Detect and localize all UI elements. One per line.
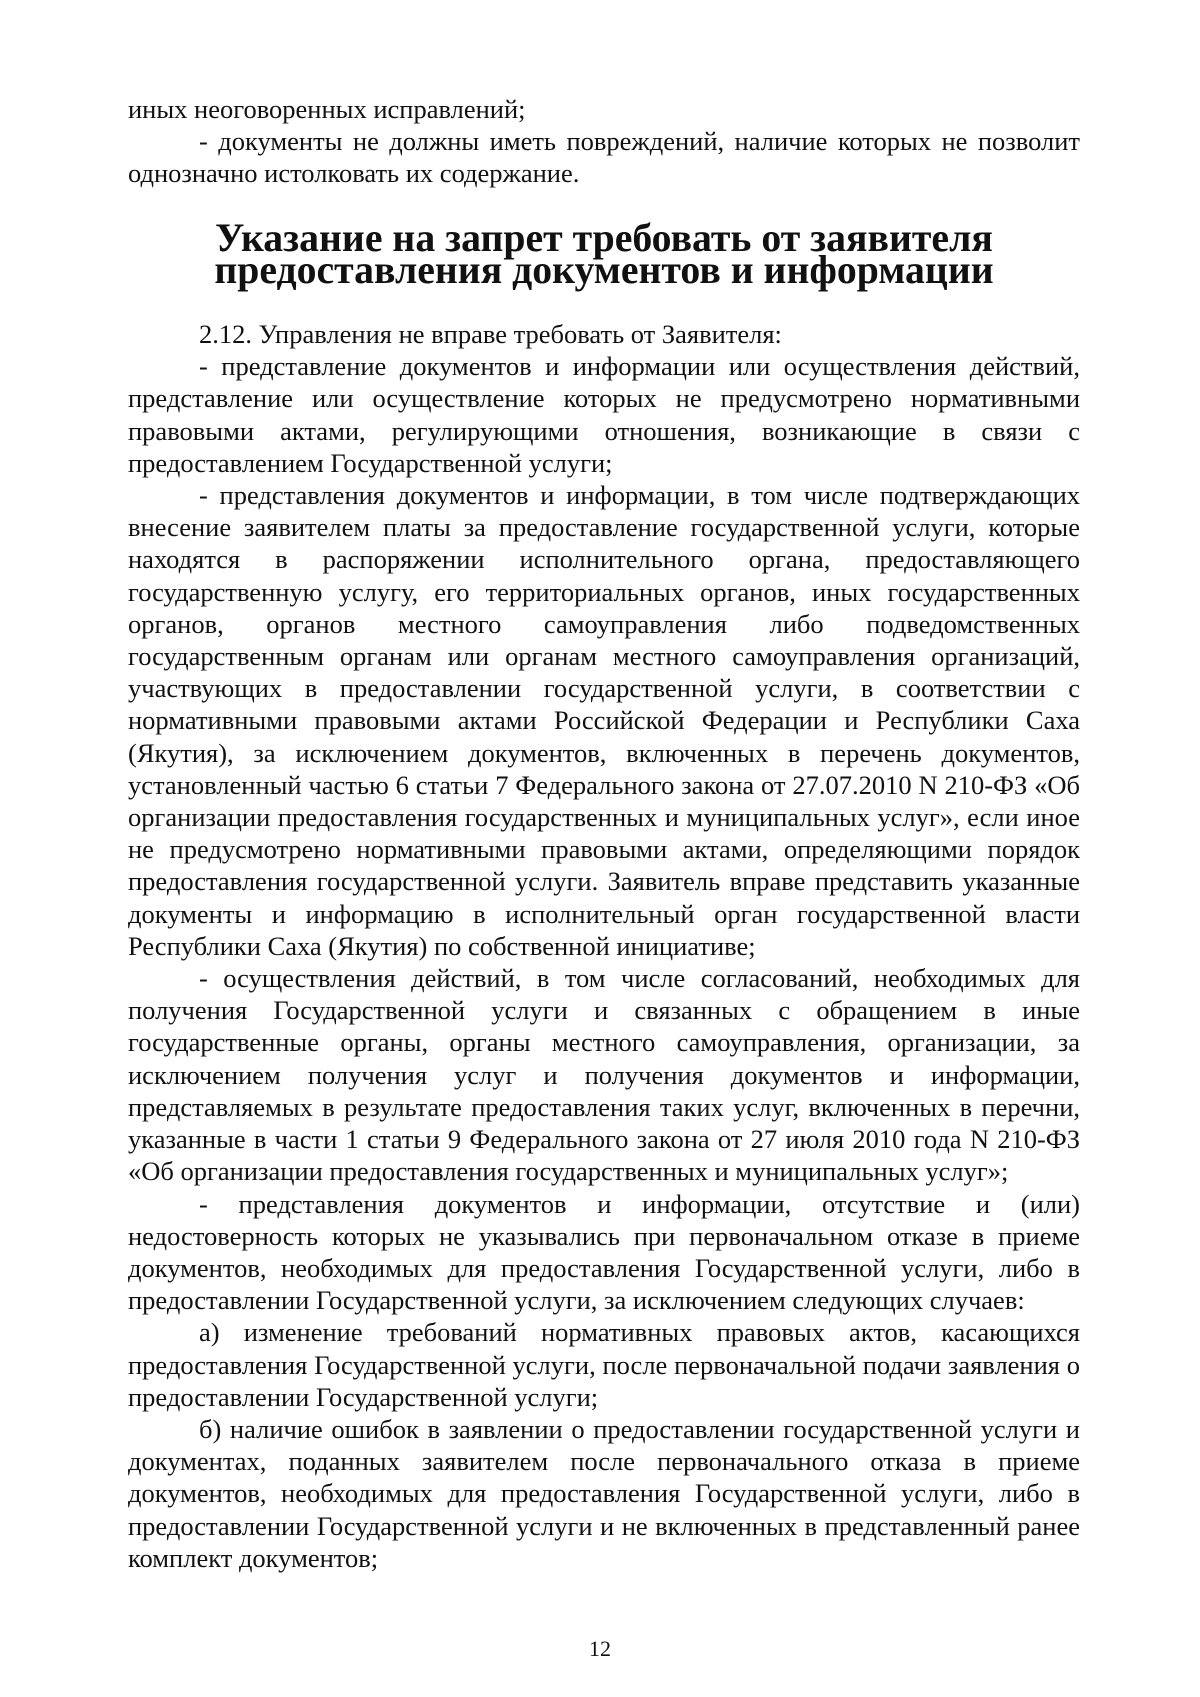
paragraph-item-actions-approvals: - осуществления действий, в том числе согласований, необходимых для получения Государственной услуги и связанных с обращением в иные государственные органы, органы местного самоуправления, организации, за исключением получения услуг и получения документов и информации, представляемых в результате предоставления таких услуг, включенных в перечни, указанные в части 1 статьи 9 Федерального закона от 27 июля 2010 года N 210-ФЗ «Об организации предоставления государственных и муниципальных услуг»; <box>128 963 1080 1187</box>
intro-paragraph-2: - документы не должны иметь повреждений, наличие которых не позволит однозначно истолковать их содержание. <box>128 126 1080 189</box>
paragraph-2-12: 2.12. Управления не вправе требовать от Заявителя: <box>199 319 782 350</box>
paragraph-item-documents-information: - представления документов и информации, в том числе подтверждающих внесение заявителем платы за предоставление государственной услуги, которые находятся в распоряжении исполнительного органа, предоставляющего государственную услугу, его территориальных органов, иных государственных органов, органов местного самоуправления либо подведомственных государственным органам или органам местного самоуправления организаций, участвующих в предоставлении государственной услуги, в соответствии с нормативными правовыми актами Российской Федерации и Республики Саха (Якутия), за исключением документов, включенных в перечень документов, установленный частью 6 статьи 7 Федерального закона от 27.07.2010 N 210-ФЗ «Об организации предоставления государственных и муниципальных услуг», если иное не предусмотрено нормативными правовыми актами, определяющими порядок предоставления государственной услуги. Заявитель вправе представить указанные документы и информацию в исполнительный орган государственной власти Республики Саха (Якутия) по собственной инициативе; <box>128 480 1080 961</box>
section-heading-line-1: Указание на запрет требовать от заявителя <box>215 215 993 260</box>
document-body <box>128 93 1080 1574</box>
paragraph-case-a: а) изменение требований нормативных правовых актов, касающихся предоставления Государственной услуги, после первоначальной подачи заявления о предоставлении Государственной услуги; <box>128 1317 1080 1412</box>
paragraph-item-absence-unreliability: - представления документов и информации, отсутствие и (или) недостоверность которых не указывались при первоначальном отказе в приеме документов, необходимых для предоставления Государственной услуги, либо в предоставлении Государственной услуги, за исключением следующих случаев: <box>128 1188 1080 1316</box>
paragraph-case-b: б) наличие ошибок в заявлении о предоставлении государственной услуги и документах, поданных заявителем после первоначального отказа в приеме документов, необходимых для предоставления Государственной услуги, либо в предоставлении Государственной услуги и не включенных в представленный ранее комплект документов; <box>128 1413 1080 1573</box>
section-heading-line-2: предоставления документов и информации <box>214 247 994 292</box>
paragraph-item-documents-actions: - представление документов и информации или осуществления действий, представление или осуществление которых не предусмотрено нормативными правовыми актами, регулирующими отношения, возникающие в связи с предоставлением Государственной услуги; <box>128 351 1080 478</box>
section-heading <box>128 215 1080 292</box>
intro-paragraph-1: иных неоговоренных исправлений; <box>128 94 526 124</box>
page-number: 12 <box>589 1636 611 1661</box>
